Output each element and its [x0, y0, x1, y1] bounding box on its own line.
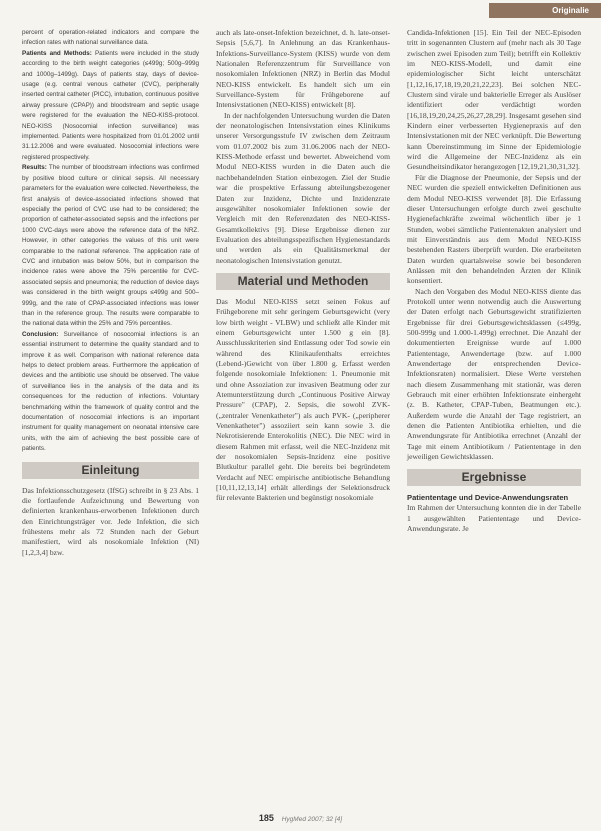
page-header [0, 0, 601, 22]
abstract-results-heading: Results: [22, 164, 47, 172]
intro-paragraph: Das Infektionsschutzgesetz (IfSG) schreibt in § 23 Abs. 1 die fortlaufende Aufzeichnung und Bewertung von definierten krankenhaus-erworbenen Infektionen durch den Einrichtungsträger vor. Jede Infektion, die sich frühestens mehr als 72 Stunden nach der Geburt manifestiert, wird als nosokomiale Infektion (NI) [1,2,3,4] bzw. [22, 485, 199, 557]
abstract-conclusion-heading: Conclusion: [22, 330, 59, 338]
page-footer [0, 813, 601, 823]
methods-paragraph: Das Modul NEO-KISS setzt seinen Fokus auf Frühgeborene mit sehr geringem Geburtsgewicht (very low birth weight - VLBW) und schließt alle Kinder mit einem Geburtsgewicht unter 1.500 g ein [8]. Ausschlusskriterien sind Entlassung oder Tod sowie ein während des Klinikaufenthalts erreichtes (Lebend-)Gewicht von über 1.800 g. Erfasst werden folgende nosokomiale Infektionen: 1. Pneumonie mit und ohne Assoziation zur invasiven Beatmung oder zur Atemunterstützung durch „Continuous Positive Airway Pressure" (CPAP), 2. Sepsis, die sowohl ZVK- („zentraler Venenkatheter") als auch PVK- („peripherer Venenkatheter") assoziiert sein kann sowie 3. die Nekrotisierende Enterokolitis (NEC). Die NEC wird in diesem Rahmen mit erfasst, weil die NEC-Inzidenz mit der nosokomialen Sepsis-Inzidenz eine positive Blutkultur parallel geht. Die bereits bei begründetem Verdacht auf NEC empirische antibiotische Behandlung [10,11,12,13,14] erhält allerdings der Selektionsdruck für relevante Bakterien und begünstigt nosokomiale [216, 296, 390, 503]
section-heading-einleitung: Einleitung [22, 462, 199, 479]
section-heading-ergebnisse: Ergebnisse [407, 469, 581, 486]
abstract-english [22, 28, 199, 455]
methods-paragraph: Für die Diagnose der Pneumonie, der Sepsis und der NEC wurden die speziell entwickelten Definitionen aus dem Modul NEO-KISS verwendet [8]. Die Erfassung dieser Untersuchungen erfolgte durch zwei geschulte Hygienefachkräfte zweimal wöchentlich über je 1 Stunden, wobei sämtliche Patientenakten analysiert und mit Einverständnis aus dem Modul NEO-KISS bestehenden Rasters überprüft wurden. Die erarbeiteten Daten wurden quartalsweise sowie bei besonderen Anlässen mit den behandelnden Ärzten der Klinik konsentiert. [407, 172, 581, 286]
subsection-heading: Patiententage und Device-Anwendungsraten [407, 493, 569, 503]
column-1 [22, 28, 199, 558]
abstract-methods-heading: Patients and Methods: [22, 49, 92, 57]
column-2 [216, 28, 390, 504]
methods-paragraph: Candida-Infektionen [15]. Ein Teil der NEC-Episoden tritt in sogenannten Clustern auf (mehr nach als 30 Tage zwischen zwei Episoden zum Teil); betrifft ein Kollektiv im NEO-KISS-Modell, und damit eine epidemiologischer Sicht leicht unterschätzt [1,12,16,17,18,19,20,21,22,23]. Bei solchen NEC-Clustern sind virale und bakterielle Erreger als Auslöser identifiziert oder verdächtigt worden [16,18,19,20,24,25,26,27,28,29]. Insgesamt gesehen sind Kindern einer verbesserten Hygienepraxis auf den Intensivstationen mit der NEC verknüpft. Die Bewertung kann Übereinstimmung im Sinne der Epidemiologie wird die Allgemeine der NEC-Inzidenz als ein Gesundheitsindikator herangezogen [12,19,21,30,31,32]. [407, 28, 581, 172]
abstract-lead: percent of operation-related indicators and compare the infection rates with national surveillance data. [22, 29, 199, 47]
abstract-results-text: The number of bloodstream infections was confirmed by positive blood culture or clinical sepsis. All necessary parameters for the evaluation were collected. Nevertheless, the first analysis of device-associated infections showed that especially the period of CVC use had to be considered; the proportion of catheter-associated sepsis and the infections per 1000 CVC-days were above the reference data of the NRZ. However, in other categories the values of this unit were comparable to the national reference. The application rate of CVC and intubation was below 50%, but in comparison the incidence rates were above the 75% percentile for CVC-associated sepsis and pneumonia; the reduction of device days was considered in the birth weight groups ≤499g and 500–999g, and the rate of CPAP-associated infections was lower than in the reference group. The results were comparable to the national data within the 25% and 75% percentiles. [22, 164, 199, 328]
page-number: 185 [258, 813, 274, 823]
intro-paragraph: auch als late-onset-Infektion bezeichnet, d. h. late-onset-Sepsis [5,6,7]. In Anlehnung an das Krankenhaus-Infektions-Surveillance-System (KISS) wurde von dem Nationalen Referenzzentrum für Surveillance von nosokomialen Infektionen (NRZ) in Berlin das Modul NEO-KISS entwickelt. Es handelt sich um ein Surveillance-System für Frühgeborene auf Intensivstationen (NEO-KISS) entwickelt [8]. [216, 28, 390, 110]
journal-citation: HygMed 2007; 32 [4] [281, 816, 343, 823]
column-3 [407, 28, 581, 534]
results-paragraph: Im Rahmen der Untersuchung konnten die in der Tabelle 1 ausgewählten Patiententage und Device-Anwendungsrate. Je [407, 503, 581, 534]
intro-paragraph: In der nachfolgenden Untersuchung wurden die Daten der neonatologischen Intensivstation eines Klinikums unserer Versorgungsstufe IV zwischen dem Zeitraum vom 01.07.2002 bis zum 31.06.2006 nach der NEO-KISS-Methode erfasst und bewertet. Abweichend vom Modul NEO-KISS wurden in die Daten auch die nachbehandelnden Station einbezogen. Ziel der Studie war die prospektive Erfassung abteilungsbezogener Daten zur Inzidenz, Dichte und Inzidenzrate ausgewählter nosokomialer Infektionen sowie der Vergleich mit den Referenzdaten des NEO-KISS-Gesamtkollektivs [9]. Diese Ergebnisse dienen zur Evaluation des abteilungsspezifischen Hygienestandards und werden als ein Qualitätsmerkmal der neonatologischen Intensivstation genutzt. [216, 110, 390, 265]
section-ribbon: Originalie [489, 3, 601, 18]
methods-paragraph: Nach den Vorgaben des Modul NEO-KISS diente das Protokoll unter wenn notwendig auch die Auswertung der Daten erfolgt nach Geburtsgewicht stratifizierten Ergebnisse für drei Geburtsgewichtsklassen (≤499g, 500-999g und 1.000-1.499g) errechnet. Die Anzahl der dokumentierten Ereignisse wurde auf 1.000 Patiententage, Anwendertage (bzw. auf 1.000 Anwendertage der entsprechenden Device-Infektionsraten) normalisiert. Diese Werte verstehen nach diesem Zusammenhang mit stationär, was deren Gebrauch mit einer erhöhten Infektionsrate einhergeht (z. B. Katheter, CPAP-Tuben, Beatmungen etc.). Außerdem wurde die Anzahl der Tage registriert, an denen die Patienten Antibiotika erhielten, und die Anwendungsrate für Antibiotika errechnet (Anzahl der Tage mit einem Antibiotikum / Patiententage in den jeweiligen Gewichtsklassen. [407, 286, 581, 462]
abstract-conclusion-text: Surveillance of nosocomial infections is an essential instrument to determine the quality standard and to improve it as well. Comparison with national reference data helps to detect problem areas. Furthermore the application of devices and the antibiotic use should be observed. The value of surveillance lies in the analysis of the data and its consequences for the reduction of infections. Voluntary benchmarking within the framework of quality control and the documentation of nosocomial infections is an important instrument for quality management on neonatal intensive care units, with the aim of achieving the best possible care of patients. [22, 330, 200, 453]
section-heading-material-methoden: Material und Methoden [216, 273, 390, 290]
abstract-methods-text: Patients were included in the study according to the birth weight categories (≤499g; 500g–999g and 1000g–1499g). Days of patients stay, days of device-usage (e.g. central venous catheter (CVC), peripherally inserted central catheter (PICC), intubation, continuous positive airway pressure (CPAP)) and bloodstream and septic usage were registered for the evaluation the NEO-KISS-protocol. NEO-KISS (Nosocomial infection surveillance) was implemented. Patients were hospitalized from 01.01.2002 until 31.12.2006 and were evaluated. Nosocomial infections were registered prospectively. [22, 49, 199, 161]
